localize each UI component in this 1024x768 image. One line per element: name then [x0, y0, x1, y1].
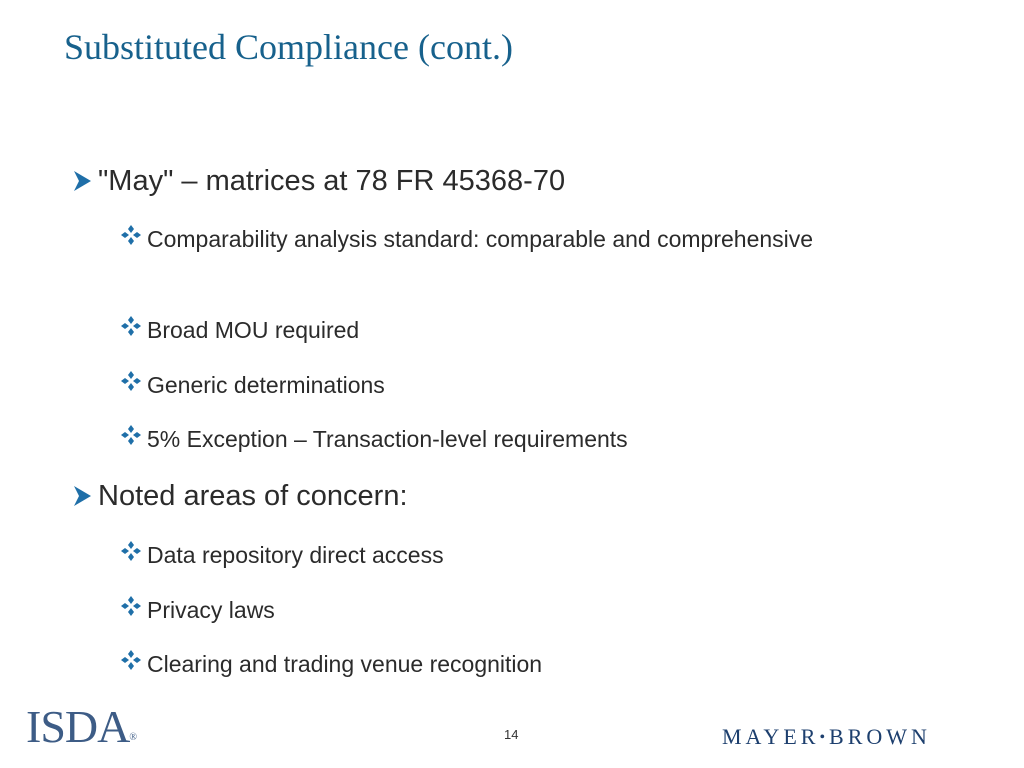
- diamond-cluster-bullet-icon: [120, 224, 142, 246]
- bullet-level2-text: Generic determinations: [147, 372, 385, 398]
- diamond-cluster-bullet-icon: [120, 424, 142, 446]
- arrowhead-bullet-icon: [72, 169, 92, 193]
- diamond-cluster-bullet-icon: [120, 370, 142, 392]
- diamond-cluster-bullet-icon: [120, 315, 142, 337]
- bullet-level1-text: "May" – matrices at 78 FR 45368-70: [98, 165, 566, 197]
- mayer-brown-logo-left: MAYER: [722, 724, 820, 749]
- bullet-level2-text: Comparability analysis standard: comparable and comprehensive: [147, 226, 814, 252]
- bullet-level1-text: Noted areas of concern:: [98, 480, 408, 512]
- isda-logo: [26, 700, 137, 753]
- mayer-brown-logo: [722, 724, 931, 750]
- diamond-cluster-bullet-icon: [120, 649, 142, 671]
- logo-separator-dot: •: [819, 729, 830, 746]
- slide-title: Substituted Compliance (cont.): [64, 27, 513, 67]
- mayer-brown-logo-right: BROWN: [829, 724, 931, 749]
- isda-logo-text: ISDA: [26, 701, 130, 752]
- bullet-level2-text: Data repository direct access: [147, 542, 444, 568]
- bullet-level2-text: Clearing and trading venue recognition: [147, 651, 543, 677]
- bullet-level2-text: Privacy laws: [147, 597, 275, 623]
- registered-mark: ®: [129, 732, 137, 743]
- bullet-level2-text: Broad MOU required: [147, 317, 360, 343]
- page-number: 14: [504, 727, 519, 742]
- diamond-cluster-bullet-icon: [120, 540, 142, 562]
- arrowhead-bullet-icon: [72, 484, 92, 508]
- bullet-level2-text: 5% Exception – Transaction-level requirements: [147, 426, 628, 452]
- diamond-cluster-bullet-icon: [120, 595, 142, 617]
